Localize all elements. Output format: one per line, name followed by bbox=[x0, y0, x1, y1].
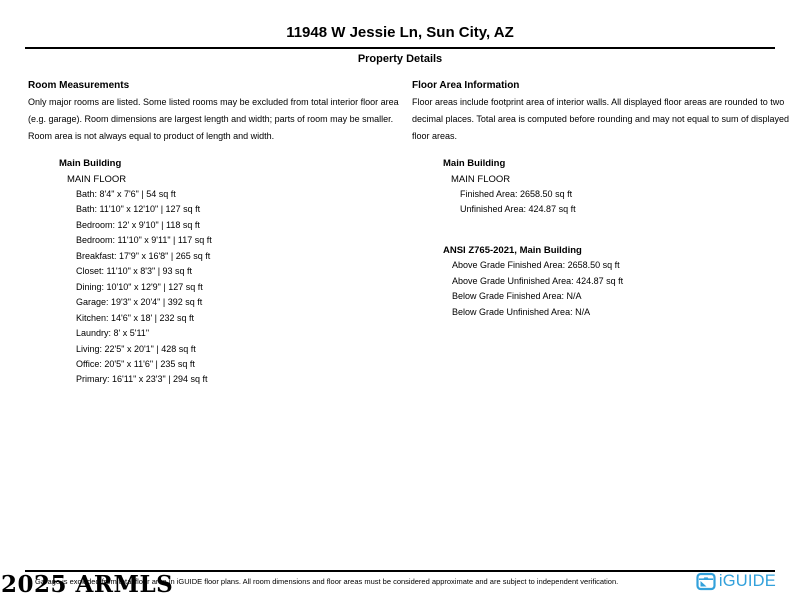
room-list bbox=[28, 187, 396, 388]
room-measurements-heading: Room Measurements bbox=[28, 80, 130, 91]
building-name: Main Building bbox=[443, 158, 506, 169]
description-line: (e.g. garage). Room dimensions are largest length and width; parts of room may be smaller. bbox=[28, 114, 394, 124]
description-line: Only major rooms are listed. Some listed rooms may be excluded from total interior floor area bbox=[28, 97, 399, 107]
floor-area-list bbox=[412, 187, 788, 218]
room-measurement-item: Bedroom: 12' x 9'10" | 118 sq ft bbox=[76, 219, 200, 230]
floor-area-item: Finished Area: 2658.50 sq ft bbox=[460, 189, 573, 199]
floor-area-heading: Floor Area Information bbox=[412, 80, 520, 91]
room-measurements-description bbox=[28, 94, 399, 145]
room-measurement-item: Closet: 11'10" x 8'3" | 93 sq ft bbox=[76, 266, 193, 277]
floor-area-item: Unfinished Area: 424.87 sq ft bbox=[460, 204, 576, 215]
description-line: Room area is not always equal to product of length and width. bbox=[28, 131, 275, 141]
header-divider bbox=[25, 47, 775, 49]
room-measurement-item: Kitchen: 14'6" x 18' | 232 sq ft bbox=[76, 312, 195, 323]
room-measurement-item: Laundry: 8' x 5'11" bbox=[76, 328, 150, 339]
ansi-heading: ANSI Z765-2021, Main Building bbox=[443, 244, 582, 256]
building-name: Main Building bbox=[59, 158, 122, 169]
room-measurement-item: Office: 20'5" x 11'6" | 235 sq ft bbox=[76, 358, 195, 369]
description-line: floor areas. bbox=[412, 131, 458, 141]
room-measurement-item: Dining: 10'10" x 12'9" | 127 sq ft bbox=[76, 281, 203, 292]
ansi-area-item: Above Grade Unfinished Area: 424.87 sq ft bbox=[452, 275, 624, 286]
iguide-logo-text: iGUIDE bbox=[718, 572, 776, 590]
description-line: Floor areas include footprint area of interior walls. All displayed floor areas are rounded to two bbox=[412, 97, 785, 107]
room-measurement-item: Bath: 11'10" x 12'10" | 127 sq ft bbox=[76, 204, 201, 215]
room-measurement-item: Garage: 19'3" x 20'4" | 392 sq ft bbox=[76, 297, 203, 308]
footer-disclaimer: Garage is excluded from total floor area in iGUIDE floor plans. All room dimensions and floor areas must be considered approximate and are subject to independent verification. bbox=[35, 577, 619, 586]
ansi-area-item: Below Grade Unfinished Area: N/A bbox=[452, 306, 591, 317]
room-measurement-item: Bath: 8'4" x 7'6" | 54 sq ft bbox=[76, 189, 176, 199]
room-measurement-item: Breakfast: 17'9" x 16'8" | 265 sq ft bbox=[76, 250, 211, 261]
room-measurements-section bbox=[28, 80, 399, 388]
room-measurement-item: Living: 22'5" x 20'1" | 428 sq ft bbox=[76, 343, 196, 354]
armls-watermark: 2025 ARMLS bbox=[1, 571, 174, 598]
description-line: decimal places. Total area is computed before rounding and may not equal to sum of displayed bbox=[412, 114, 790, 124]
floor-name: MAIN FLOOR bbox=[451, 173, 511, 185]
floor-area-description bbox=[412, 94, 788, 145]
floor-name: MAIN FLOOR bbox=[67, 173, 127, 185]
iguide-camera-icon bbox=[696, 572, 716, 591]
floor-area-section bbox=[412, 80, 788, 320]
page-subtitle: Property Details bbox=[357, 53, 443, 65]
room-measurement-item: Primary: 16'11" x 23'3" | 294 sq ft bbox=[76, 374, 208, 385]
page-title: 11948 W Jessie Ln, Sun City, AZ bbox=[286, 24, 514, 41]
ansi-area-item: Below Grade Finished Area: N/A bbox=[452, 291, 582, 302]
room-measurement-item: Bedroom: 11'10" x 9'11" | 117 sq ft bbox=[76, 235, 212, 246]
iguide-logo[interactable] bbox=[696, 572, 776, 591]
ansi-area-list bbox=[412, 258, 788, 320]
ansi-area-item: Above Grade Finished Area: 2658.50 sq ft bbox=[452, 260, 620, 271]
